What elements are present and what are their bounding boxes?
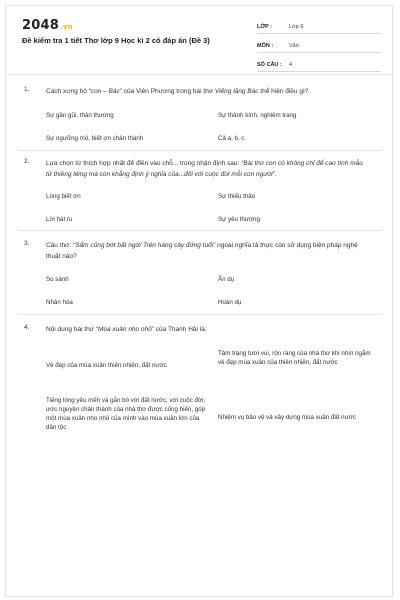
- logo-main-text: 2048: [22, 18, 59, 33]
- meta-table: [257, 18, 381, 75]
- answer-option-d[interactable]: Nhiệm vụ bảo vệ và xây dựng mùa xuân đất nước: [218, 414, 356, 421]
- answer-option-a[interactable]: Lòng biết ơn: [46, 193, 81, 200]
- question-text-part: thể hiện điều gì?: [258, 88, 309, 95]
- question-number: 1.: [24, 86, 30, 93]
- answer-option-b[interactable]: Ẩn dụ: [218, 276, 235, 283]
- meta-label: LỚP :: [257, 24, 272, 30]
- question-text-part: Cách xưng hô: [46, 88, 89, 95]
- site-logo[interactable]: [22, 18, 73, 33]
- answer-option-b[interactable]: Sự thành kính, nghiêm trang: [218, 112, 297, 119]
- question-text: [46, 324, 366, 335]
- question-number: 4.: [24, 324, 30, 331]
- question-text-part: “Sẩm cũng bớt bất ngờ/ Trên hàng cây đứng tuổi”: [73, 242, 216, 249]
- answer-option-c[interactable]: Lời hát ru: [46, 216, 73, 223]
- question-text-part: Nội dung bài thơ: [46, 326, 96, 333]
- question-text-part: ngoài nghĩa tả thực còn sử dụng biện pháp nghệ thuật nào?: [46, 242, 358, 260]
- question-text-part: Câu thơ:: [46, 242, 74, 249]
- question-text: [46, 86, 366, 97]
- meta-value: Văn: [289, 43, 299, 49]
- document-header: [6, 6, 392, 75]
- question-text-part: “Bài thơ con cò không chỉ để cao tình mẫu tử thiêng liêng mà còn khẳng định ý nghĩa của...đối với cuộc đời mỗi con người”.: [46, 160, 363, 178]
- question-number: 3.: [24, 240, 30, 247]
- question-number: 2.: [24, 158, 30, 165]
- answer-option-d[interactable]: Sự yêu thương: [218, 216, 260, 223]
- meta-label: SỐ CÂU :: [257, 62, 282, 68]
- meta-row-subject: [257, 37, 381, 53]
- meta-value: 4: [289, 62, 293, 68]
- question-text-part: “Mùa xuân nho nhỏ”: [95, 326, 154, 333]
- answer-option-d[interactable]: Hoán dụ: [218, 299, 242, 306]
- document-sheet: [5, 5, 393, 597]
- question-text-part: Viếng lăng Bác: [214, 88, 259, 95]
- question-divider: [18, 230, 382, 231]
- answer-option-c[interactable]: Tiếng lòng yêu mến và gắn bó với đất nước, với cuộc đời; ước nguyện chân thành của nhà thơ được cống hiến, góp một mùa xuân nho nhỏ của mình vào mùa xuân lớn của dân tộc: [46, 397, 206, 431]
- document-title: Đề kiểm tra 1 tiết Thơ lớp 9 Học kì 2 có đáp án (Đề 3): [22, 36, 210, 45]
- meta-label: MÔN :: [257, 43, 274, 49]
- answer-option-b[interactable]: Tâm trạng tươi vui, rộn ràng của nhà thơ khi nhìn ngắm vẻ đẹp mùa xuân của thiên nhiên, đất nước: [218, 350, 371, 366]
- answer-option-b[interactable]: Sự thiếu thảo: [218, 193, 256, 200]
- meta-row-class: [257, 18, 381, 34]
- logo-sub-text: .vn: [59, 23, 73, 31]
- answer-option-c[interactable]: Nhân hóa: [46, 299, 73, 306]
- question-text: [46, 158, 366, 180]
- answer-option-a[interactable]: Sự gần gũi, thân thương: [46, 112, 114, 119]
- answer-option-c[interactable]: Sự ngưỡng mộ, biết ơn chân thành: [46, 135, 144, 142]
- question-text-part: Lựa chọn từ thích hợp nhất để điền vào chỗ... trong nhận định sau:: [46, 160, 242, 167]
- meta-row-question-count: [257, 56, 381, 72]
- question-text-part: “con – Bác”: [88, 88, 122, 95]
- answer-option-d[interactable]: Cả a, b, c: [218, 135, 245, 142]
- question-divider: [18, 314, 382, 315]
- answer-option-a[interactable]: Vẻ đẹp của mùa xuân thiên nhiên, đất nước: [46, 362, 167, 369]
- question-text: [46, 240, 366, 262]
- question-divider: [18, 150, 382, 151]
- answer-option-a[interactable]: So sánh: [46, 276, 69, 283]
- meta-value: Lớp 9: [289, 24, 304, 30]
- question-text-part: của Thanh Hải là:: [153, 326, 207, 333]
- question-text-part: của Viên Phương trong bài thơ: [121, 88, 215, 95]
